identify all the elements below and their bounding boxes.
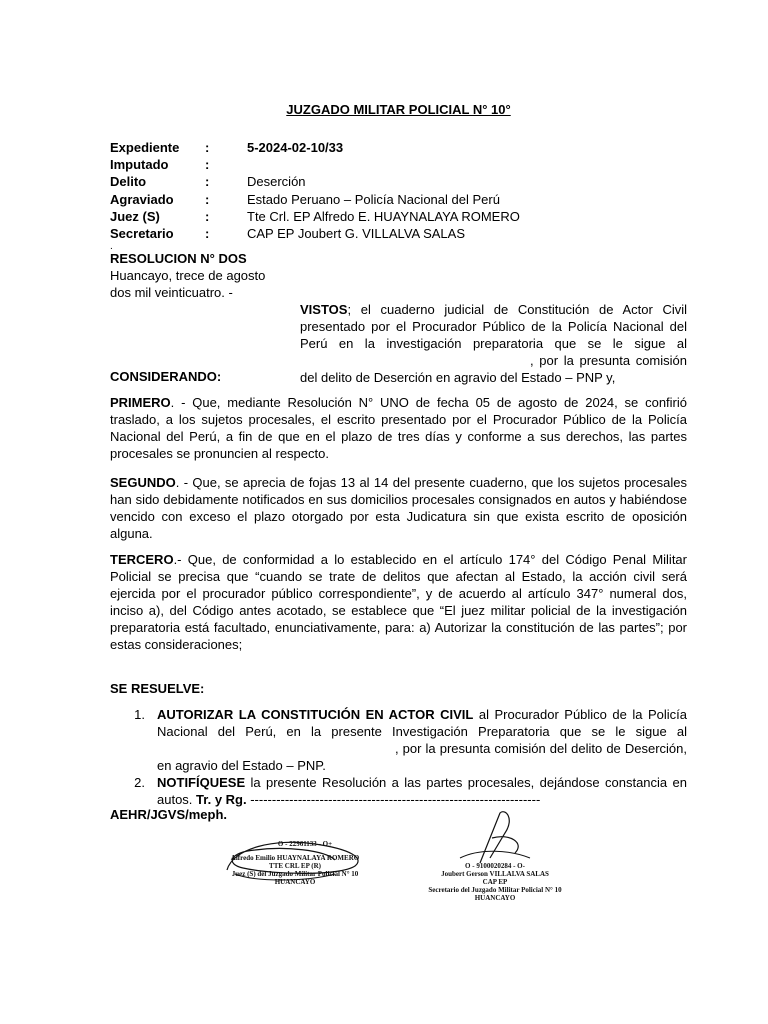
tercero-paragraph: [110, 551, 687, 653]
judge-stamp-name: Alfredo Emilio HUAYNALAYA ROMERO: [230, 854, 360, 862]
secretary-stamp-rank: CAP EP: [482, 878, 508, 886]
place-date-line-1: Huancayo, trece de agosto: [110, 268, 266, 283]
case-info-value: 5-2024-02-10/33: [247, 140, 344, 155]
case-info-label: Agraviado: [110, 191, 174, 207]
case-info-value: Tte Crl. EP Alfredo E. HUAYNALAYA ROMERO: [247, 208, 520, 224]
case-info-row-expediente: [110, 139, 520, 156]
case-info-label: Imputado: [110, 157, 169, 173]
primero-paragraph: [110, 394, 687, 462]
resolution-title: RESOLUCION N° DOS: [110, 251, 247, 266]
case-info-row-secretario: [110, 225, 520, 242]
tercero-label: TERCERO: [110, 552, 174, 567]
case-info-value: Deserción: [247, 174, 306, 190]
case-info-colon: :: [205, 225, 210, 241]
tercero-text: .- Que, de conformidad a lo establecido en el artículo 174° del Código Penal Militar Policial se precisa que “cuando se trate de delitos que afectan al Estado, la acción civil será ejercida por el procurador público correspondiente”, y de acuerdo al artículo 347° numeral dos, inciso a), del Código antes acotado, se establece que “El juez militar policial de la investigación preparatoria está facultado, enunciativamente, para: a) Autorizar la constitución de las partes”; por estas consideraciones;: [110, 552, 687, 652]
court-title: JUZGADO MILITAR POLICIAL N° 10°: [286, 102, 511, 117]
secretary-stamp-role: Secretario del Juzgado Militar Policial N° 10: [428, 886, 562, 894]
judge-stamp-id: O - 22961133 - O+: [277, 840, 333, 848]
case-info-colon: :: [205, 208, 210, 224]
segundo-paragraph: [110, 474, 687, 542]
case-info-label: Secretario: [110, 225, 174, 241]
list-item: [124, 774, 687, 808]
list-item-text-2: -------------------------------------------------------------------: [246, 792, 541, 807]
judge-stamp-rank: TTE CRL EP (R): [269, 862, 321, 870]
place-date-line-2: dos mil veinticuatro. -: [110, 285, 233, 300]
case-info-label: Juez (S): [110, 208, 160, 224]
primero-label: PRIMERO: [110, 395, 171, 410]
case-info-value: Estado Peruano – Policía Nacional del Perú: [247, 191, 500, 207]
secretary-signature-scribble: [420, 808, 570, 868]
resolution-items: [124, 706, 687, 808]
case-info-table: [110, 139, 520, 242]
document-page: [110, 0, 687, 1024]
case-info-row-juez: [110, 208, 520, 225]
considerando-heading: CONSIDERANDO:: [110, 369, 222, 384]
document-initials: AEHR/JGVS/meph.: [110, 807, 228, 822]
list-item-bold: AUTORIZAR LA CONSTITUCIÓN EN ACTOR CIVIL: [157, 707, 474, 722]
case-info-row-agraviado: [110, 191, 520, 208]
stray-dot: .: [110, 241, 113, 252]
segundo-label: SEGUNDO: [110, 475, 176, 490]
vistos-label: VISTOS: [300, 302, 348, 317]
segundo-text: . - Que, se aprecia de fojas 13 al 14 del presente cuaderno, que los sujetos procesales han sido debidamente notificados en sus domicilios procesales consignados en autos y habiéndose vencido con exceso el plazo otorgado por esta Judicatura sin que exista escrito de oposición alguna.: [110, 475, 687, 541]
judge-stamp-city: HUANCAYO: [274, 878, 316, 886]
list-item-bold-2: Tr. y Rg.: [196, 792, 247, 807]
judge-stamp-role: Juez (S) del Juzgado Militar Policial N° 10: [231, 870, 359, 878]
secretary-signature: [420, 808, 570, 908]
list-item-number: 2.: [134, 775, 145, 790]
case-info-row-imputado: [110, 156, 520, 173]
list-item-text-2: , por la presunta comisión del delito de Deserción, en agravio del Estado – PNP.: [157, 741, 687, 773]
case-info-row-delito: [110, 173, 520, 190]
case-info-colon: :: [205, 140, 210, 155]
secretary-stamp-city: HUANCAYO: [474, 894, 516, 902]
secretary-stamp-name: Joubert Gerson VILLALVA SALAS: [441, 870, 549, 878]
case-info-label: Expediente: [110, 140, 180, 155]
judge-signature: [215, 830, 375, 900]
vistos-text-2: , por la presunta comisión del delito de Deserción en agravio del Estado – PNP y,: [300, 353, 687, 385]
case-info-value: CAP EP Joubert G. VILLALVA SALAS: [247, 225, 465, 241]
case-info-colon: :: [205, 191, 210, 207]
list-item-number: 1.: [134, 707, 145, 722]
secretary-stamp-id: O - 9100020284 - O-: [465, 862, 525, 870]
list-item-bold: NOTIFÍQUESE: [157, 775, 246, 790]
list-item-text-1: la presente Resolución a las partes procesales, dejándose constancia en autos.: [157, 775, 687, 807]
se-resuelve-heading: SE RESUELVE:: [110, 681, 205, 696]
vistos-text-1: ; el cuaderno judicial de Constitución de Actor Civil presentado por el Procurador Público de la Policía Nacional del Perú en la investigación preparatoria que se le sigue al: [300, 302, 687, 351]
case-info-colon: :: [205, 174, 210, 190]
case-info-colon: :: [205, 157, 210, 173]
list-item-text-1: al Procurador Público de la Policía Nacional del Perú, en la presente Investigación Preparatoria que se le sigue al: [157, 707, 687, 739]
primero-text: . - Que, mediante Resolución N° UNO de fecha 05 de agosto de 2024, se confirió traslado, a los sujetos procesales, el escrito presentado por el Procurador Público de la Policía Nacional del Perú, a fin de que en el plazo de tres días y conforme a sus derechos, las partes procesales se pronuncien al respecto.: [110, 395, 687, 461]
list-item: [124, 706, 687, 774]
case-info-label: Delito: [110, 174, 147, 190]
